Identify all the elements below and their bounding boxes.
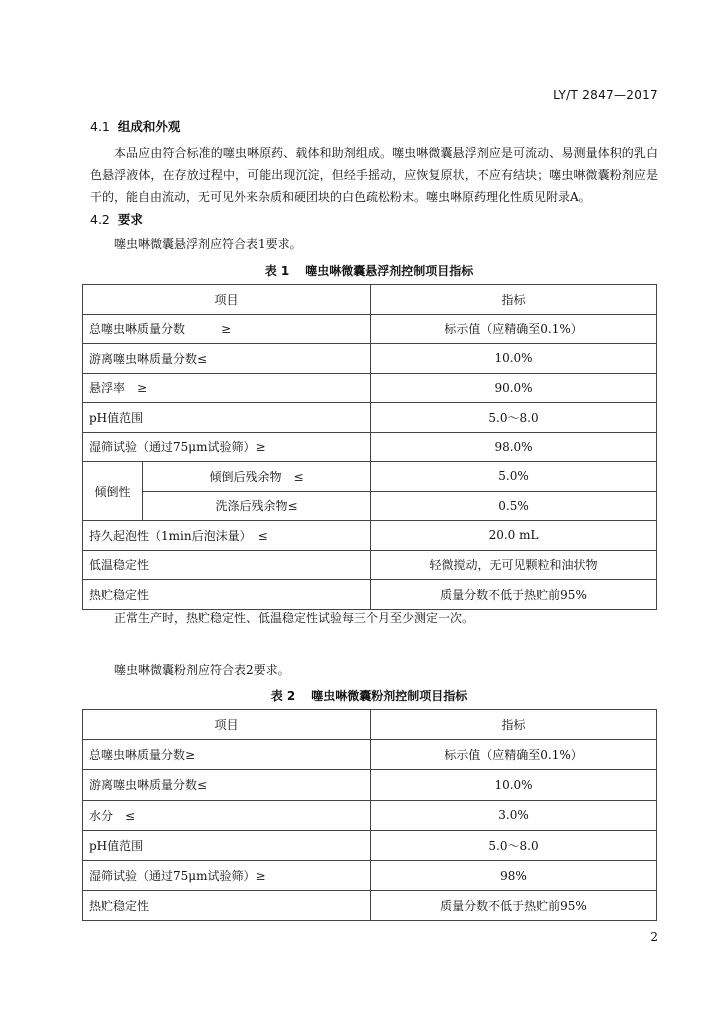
row-item: 总噻虫啉质量分数≥	[83, 740, 371, 770]
table-row	[83, 491, 657, 521]
row-item: 湿筛试验（通过75μm试验筛）≥	[83, 432, 371, 462]
table-row	[83, 800, 657, 830]
row-value: 0.5%	[371, 491, 657, 521]
row-group-label: 倾倒性	[83, 462, 143, 521]
section-number: 4.2	[90, 212, 110, 227]
row-item: 热贮稳定性	[83, 891, 371, 921]
row-value: 轻微搅动，无可见颗粒和油状物	[371, 550, 657, 580]
column-header-item: 项目	[83, 710, 371, 740]
table1-caption	[82, 262, 656, 279]
column-header-value: 指标	[371, 285, 657, 315]
row-item: 悬浮率 ≥	[83, 373, 371, 403]
row-value: 98%	[371, 860, 657, 890]
row-value: 标示值（应精确至0.1%）	[371, 740, 657, 770]
row-item: 总噻虫啉质量分数 ≥	[83, 314, 371, 344]
section-title: 要求	[117, 212, 143, 227]
row-item: 持久起泡性（1min后泡沫量） ≤	[83, 521, 371, 551]
table-header-row	[83, 710, 657, 740]
row-value: 质量分数不低于热贮前95%	[371, 891, 657, 921]
table2-caption-number: 表 2	[270, 689, 296, 703]
table-row	[83, 891, 657, 921]
row-item: pH值范围	[83, 830, 371, 860]
table-row	[83, 770, 657, 800]
page-number: 2	[650, 930, 658, 944]
row-sub-item: 倾倒后残余物 ≤	[143, 462, 371, 492]
table-row	[83, 373, 657, 403]
row-value: 质量分数不低于热贮前95%	[371, 580, 657, 610]
row-value: 标示值（应精确至0.1%）	[371, 314, 657, 344]
row-item: 热贮稳定性	[83, 580, 371, 610]
table-row	[83, 403, 657, 433]
table-row	[83, 462, 657, 492]
note-after-table1: 正常生产时，热贮稳定性、低温稳定性试验每三个月至少测定一次。	[114, 611, 475, 625]
table1-caption-title: 噻虫啉微囊悬浮剂控制项目指标	[305, 264, 474, 278]
row-value: 3.0%	[371, 800, 657, 830]
table1-caption-number: 表 1	[264, 264, 290, 278]
section-number: 4.1	[90, 119, 110, 134]
column-header-value: 指标	[371, 710, 657, 740]
table-row	[83, 830, 657, 860]
table-header-row	[83, 285, 657, 315]
table-row	[83, 432, 657, 462]
row-item: pH值范围	[83, 403, 371, 433]
row-value: 98.0%	[371, 432, 657, 462]
row-sub-item: 洗涤后残余物≤	[143, 491, 371, 521]
row-value: 20.0 mL	[371, 521, 657, 551]
standard-code: LY/T 2847—2017	[553, 88, 658, 102]
row-value: 5.0%	[371, 462, 657, 492]
section-4-1-paragraph: 本品应由符合标准的噻虫啉原药、载体和助剂组成。噻虫啉微囊悬浮剂应是可流动、易测量体积的乳白色悬浮液体，在存放过程中，可能出现沉淀，但经手摇动，应恢复原状，不应有结块；噻虫啉微囊粉剂应是干的，能自由流动，无可见外来杂质和硬团块的白色疏松粉末。噻虫啉原药理化性质见附录A。	[90, 146, 658, 204]
table-row	[83, 740, 657, 770]
table-row	[83, 550, 657, 580]
row-value: 5.0～8.0	[371, 403, 657, 433]
table-row	[83, 314, 657, 344]
row-item: 游离噻虫啉质量分数≤	[83, 770, 371, 800]
section-4-2-intro: 噻虫啉微囊悬浮剂应符合表1要求。	[114, 237, 302, 251]
row-item: 低温稳定性	[83, 550, 371, 580]
table2-intro: 噻虫啉微囊粉剂应符合表2要求。	[114, 663, 290, 677]
table-row	[83, 860, 657, 890]
table-row	[83, 521, 657, 551]
table2-caption-title: 噻虫啉微囊粉剂控制项目指标	[311, 689, 468, 703]
section-heading-4-1	[90, 117, 180, 135]
table1	[82, 284, 657, 610]
row-value: 10.0%	[371, 770, 657, 800]
row-value: 5.0～8.0	[371, 830, 657, 860]
row-item: 水分 ≤	[83, 800, 371, 830]
row-value: 10.0%	[371, 344, 657, 374]
row-item: 湿筛试验（通过75μm试验筛）≥	[83, 860, 371, 890]
table2-caption	[82, 687, 656, 704]
column-header-item: 项目	[83, 285, 371, 315]
section-title: 组成和外观	[117, 119, 181, 134]
row-item: 游离噻虫啉质量分数≤	[83, 344, 371, 374]
table-row	[83, 580, 657, 610]
section-heading-4-2	[90, 210, 143, 228]
row-value: 90.0%	[371, 373, 657, 403]
table2	[82, 709, 657, 921]
table-row	[83, 344, 657, 374]
